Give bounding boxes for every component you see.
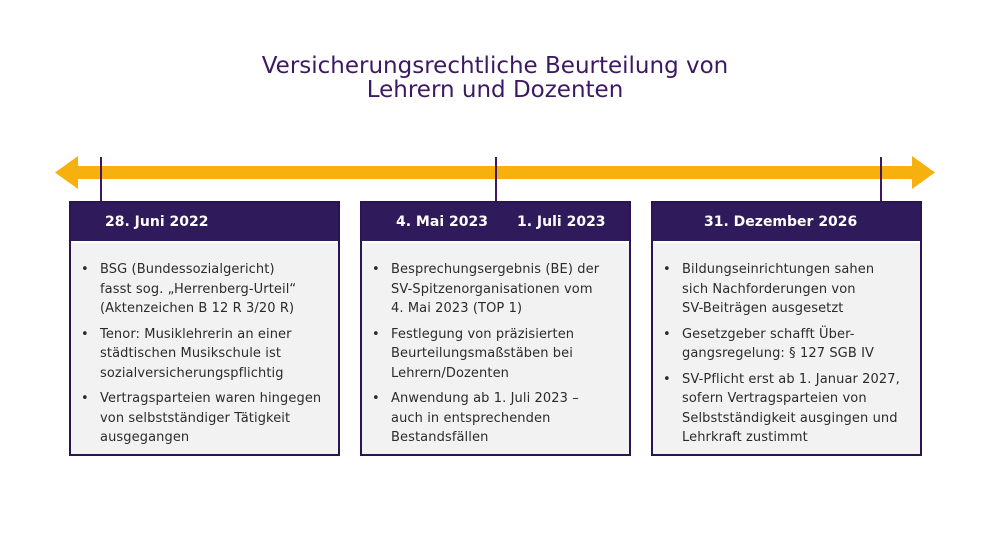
list-item-text: Tenor: Musiklehrerin an einer städtischen Musikschule ist sozialversicherungspflichtig [100, 326, 292, 381]
list-item-text: SV-Pflicht erst ab 1. Januar 2027, sofern Vertragsparteien von Selbstständigkeit ausgingen und Lehrkraft zustimmt [682, 371, 900, 445]
list-item [81, 260, 330, 319]
timeline-arrow [55, 156, 935, 189]
timeline-arrowhead-right [912, 156, 935, 189]
card-body [653, 241, 920, 448]
list-item-text: Bildungseinrichtungen sahen sich Nachforderungen von SV-Beiträgen ausgesetzt [682, 262, 875, 316]
list-item-text: Gesetzgeber schafft Über- gangsregelung: § 127 SGB IV [682, 326, 875, 361]
list-item [372, 260, 621, 319]
date-label: 4. Mai 2023 [396, 214, 488, 230]
page-title [0, 54, 990, 102]
list-item-text: Festlegung von präzisierten Beurteilungsmaßstäben bei Lehrern/Dozenten [391, 326, 575, 381]
bullet-icon: • [372, 262, 380, 277]
bullet-icon: • [81, 391, 89, 406]
card-header [362, 203, 629, 241]
list-item-text: BSG (Bundessozialgericht) fasst sog. „Herrenberg-Urteil“ (Aktenzeichen B 12 R 3/20 R) [100, 262, 297, 316]
bullet-icon: • [663, 371, 671, 387]
list-item-text: Besprechungsergebnis (BE) der SV-Spitzenorganisationen vom 4. Mai 2023 (TOP 1) [391, 262, 600, 316]
list-item [663, 325, 912, 364]
card-2023 [360, 201, 631, 456]
list-item [372, 389, 621, 448]
card-2022 [69, 201, 340, 456]
title-line-1: Versicherungsrechtliche Beurteilung von [261, 53, 729, 79]
bullet-icon: • [81, 326, 89, 342]
bullet-icon: • [372, 391, 380, 406]
bullet-list [663, 260, 912, 448]
card-header [653, 203, 920, 241]
bullet-icon: • [81, 262, 89, 277]
card-2026 [651, 201, 922, 456]
bullet-list [372, 260, 621, 448]
bullet-icon: • [372, 326, 380, 342]
list-item [81, 325, 330, 384]
list-item [372, 325, 621, 384]
bullet-list [81, 260, 330, 448]
bullet-icon: • [663, 262, 671, 277]
list-item [663, 260, 912, 319]
date-label: 31. Dezember 2026 [704, 214, 858, 230]
card-body [362, 241, 629, 448]
list-item-text: Vertragsparteien waren hingegen von selbstständiger Tätigkeit ausgegangen [100, 391, 322, 445]
list-item-text: Anwendung ab 1. Juli 2023 – auch in entsprechenden Bestandsfällen [391, 391, 579, 445]
date-label: 28. Juni 2022 [105, 214, 209, 230]
timeline-arrowhead-left [55, 156, 78, 189]
list-item [663, 370, 912, 448]
card-header [71, 203, 338, 241]
date-label: 1. Juli 2023 [517, 214, 606, 230]
list-item [81, 389, 330, 448]
bullet-icon: • [663, 326, 671, 342]
card-body [71, 241, 338, 448]
title-line-2: Lehrern und Dozenten [366, 77, 624, 103]
timeline-bar [76, 166, 918, 179]
